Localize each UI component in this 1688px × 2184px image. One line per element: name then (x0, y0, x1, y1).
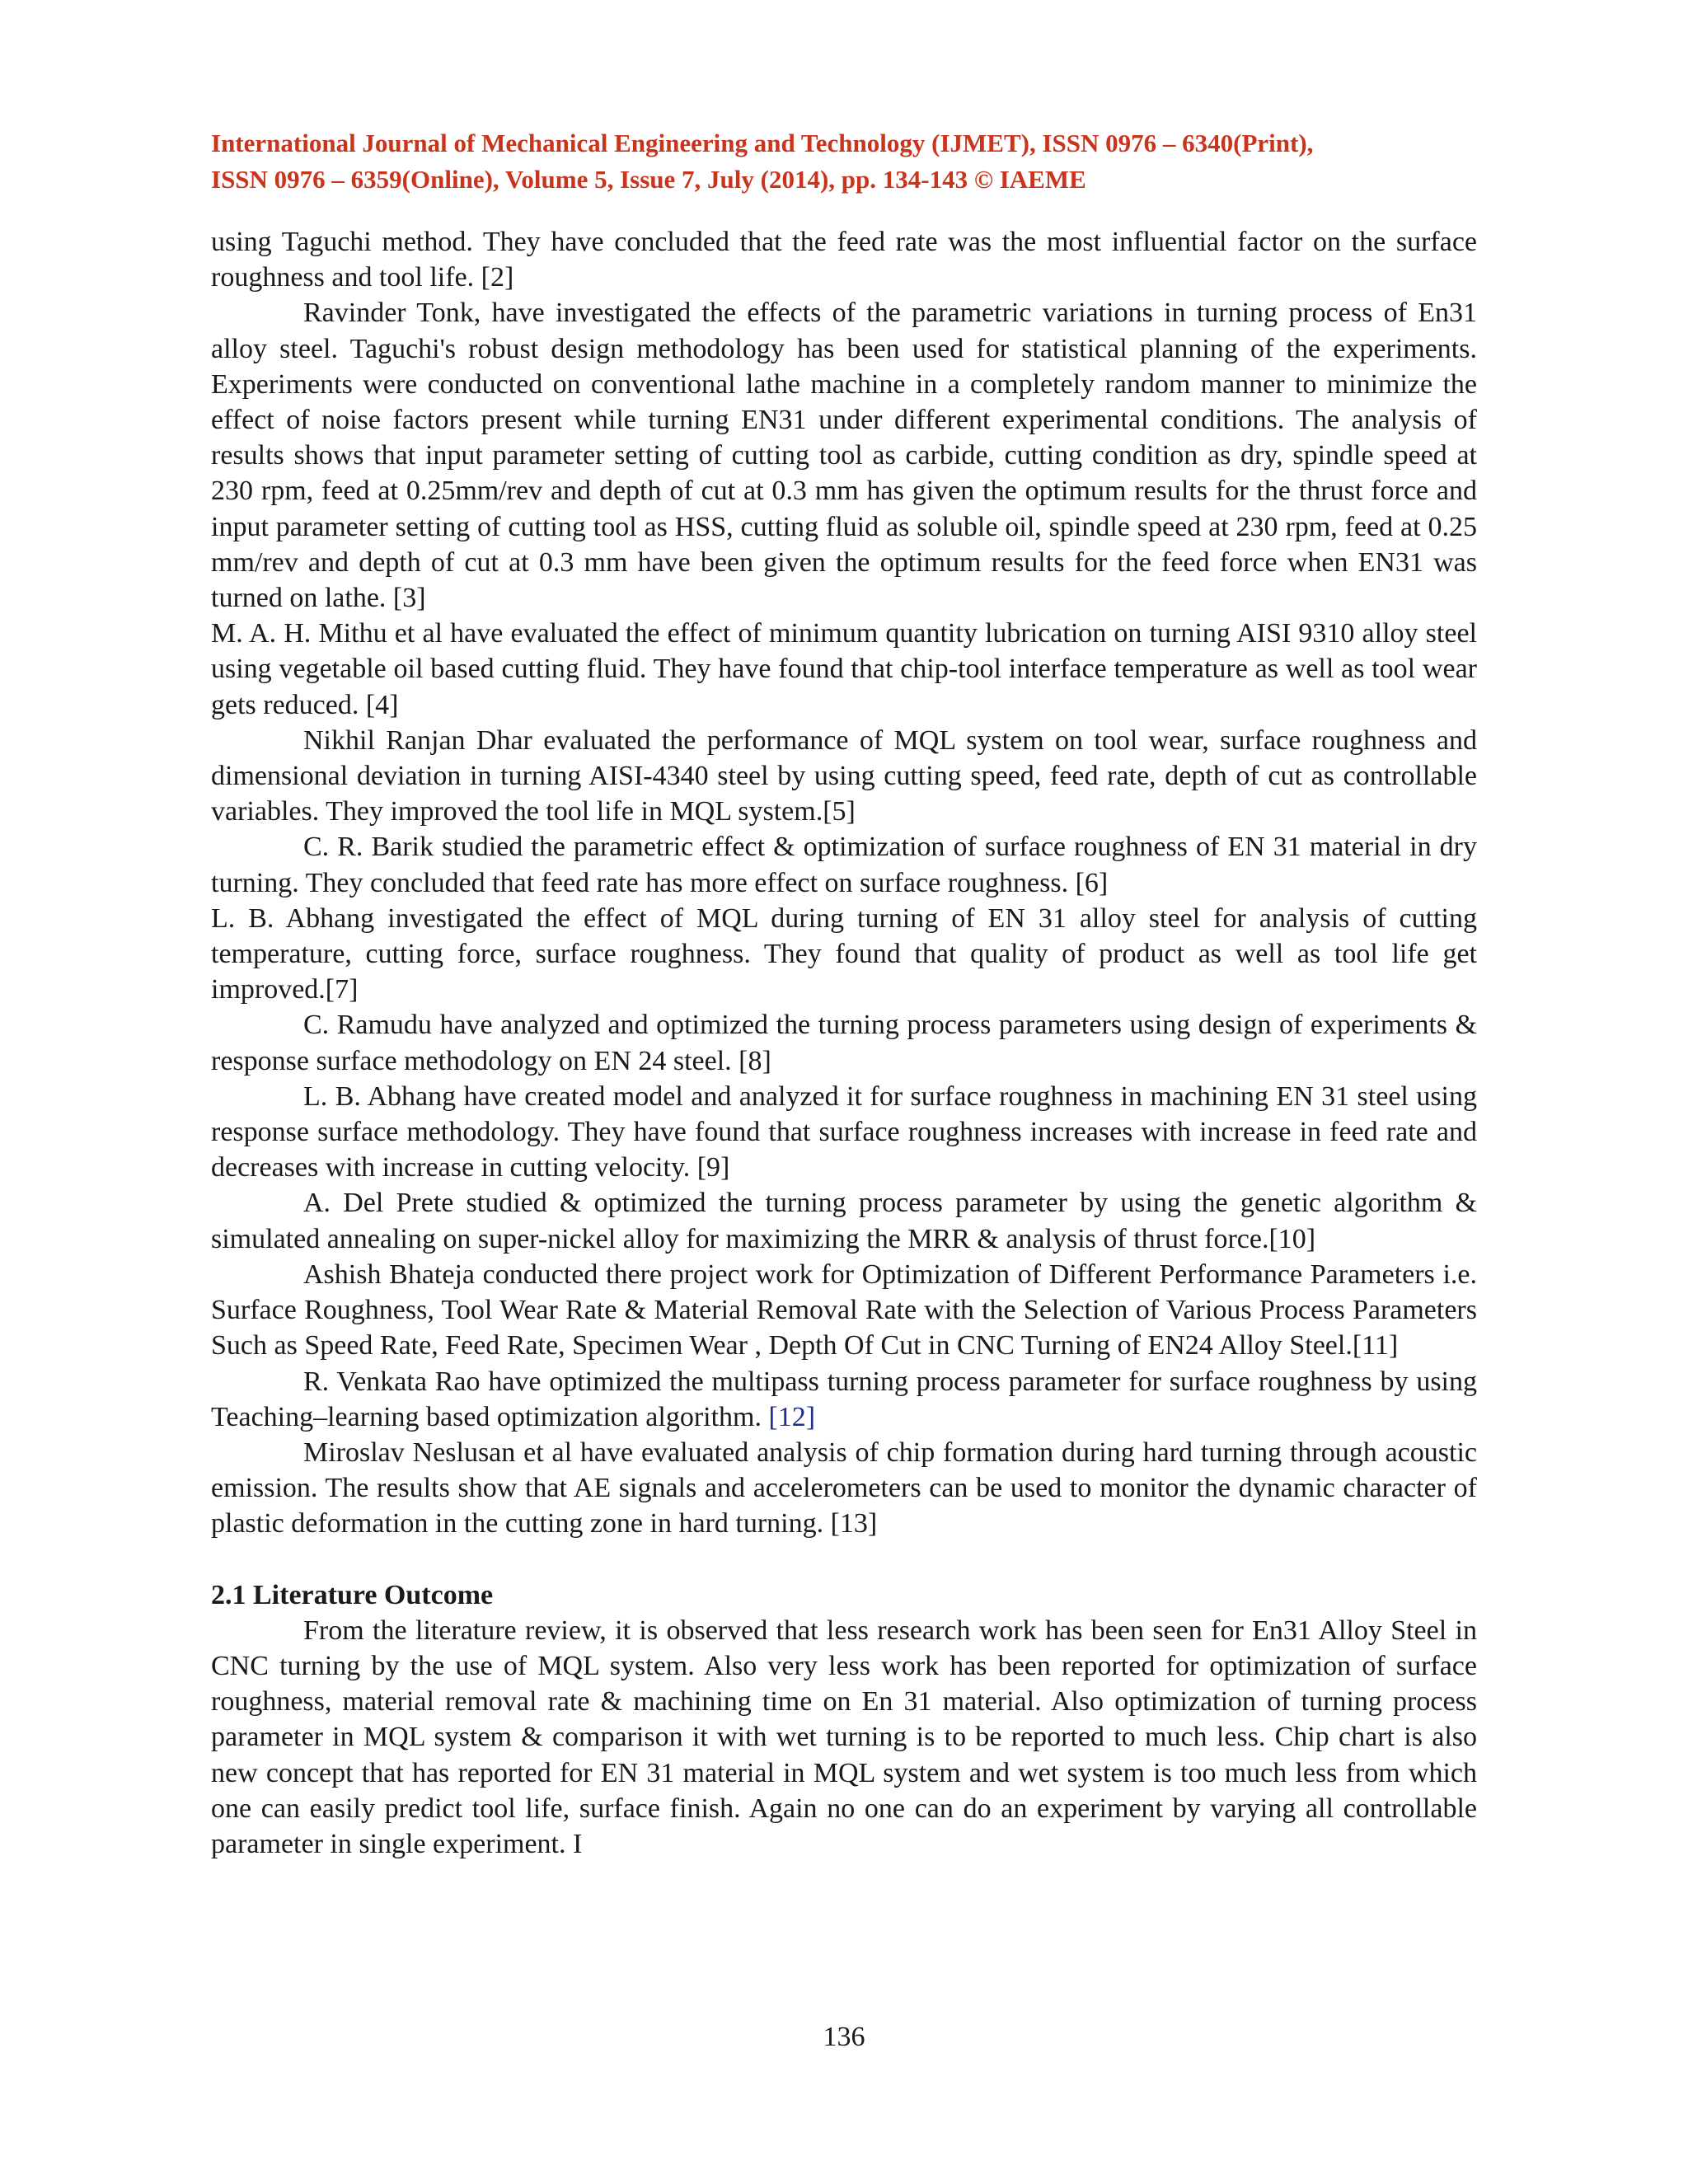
paragraph-barik: C. R. Barik studied the parametric effect & optimization of surface roughness of EN 31 material in dry turning. They concluded that feed rate has more effect on surface roughness. [6] (211, 832, 1477, 898)
section-heading: 2.1 Literature Outcome (211, 1579, 494, 1610)
paragraph-bhateja: Ashish Bhateja conducted there project work for Optimization of Different Performance Parameters i.e. Surface Roughness, Tool Wear Rate & Material Removal Rate with the Selection of Various Process Parameters Such as Speed Rate, Feed Rate, Specimen Wear , Depth Of Cut in CNC Turning of EN24 Alloy Steel.[11] (211, 1258, 1477, 1361)
paragraph-literature-outcome: From the literature review, it is observed that less research work has been seen for En31 Alloy Steel in CNC turning by the use of MQL system. Also very less work has been reported for optimization of surface roughness, material removal rate & machining time on En 31 material. Also optimization of turning process parameter in MQL system & comparison it with wet turning is to be reported to much less. Chip chart is also new concept that has reported for EN 31 material in MQL system and wet system is too much less from which one can easily predict tool life, surface finish. Again no one can do an experiment by varying all controllable parameter in single experiment. I (211, 1615, 1477, 1859)
paragraph-mithu: M. A. H. Mithu et al have evaluated the effect of minimum quantity lubrication on turning AISI 9310 alloy steel using vegetable oil based cutting fluid. They have found that chip-tool interface temperature as well as tool wear gets reduced. [4] (211, 618, 1477, 720)
page-number: 136 (823, 2022, 865, 2052)
paragraph-neslusan: Miroslav Neslusan et al have evaluated analysis of chip formation during hard turning through acoustic emission. The results show that AE signals and accelerometers can be used to monitor the dynamic character of plastic deformation in the cutting zone in hard turning. [13] (211, 1436, 1477, 1540)
paragraph-abhang-mql: L. B. Abhang investigated the effect of MQL during turning of EN 31 alloy steel for analysis of cutting temperature, cutting force, surface roughness. They found that quality of product as well as tool life get improved.[7] (211, 902, 1477, 1005)
paragraph-ramudu: C. Ramudu have analyzed and optimized the turning process parameters using design of experiments & response surface methodology on EN 24 steel. [8] (211, 1010, 1477, 1076)
paragraph-del-prete: A. Del Prete studied & optimized the turning process parameter by using the genetic algorithm & simulated annealing on super-nickel alloy for maximizing the MRR & analysis of thrust force.[10] (211, 1188, 1477, 1254)
paragraph-continuation: using Taguchi method. They have concluded that the feed rate was the most influential factor on the surface roughness and tool life. [2] (211, 227, 1477, 293)
paragraph-venkata-rao (211, 1364, 1477, 1435)
paragraph-dhar: Nikhil Ranjan Dhar evaluated the performance of MQL system on tool wear, surface roughness and dimensional deviation in turning AISI-4340 steel by using cutting speed, feed rate, depth of cut as controllable variables. They improved the tool life in MQL system.[5] (211, 724, 1477, 827)
reference-link-12[interactable]: [12] (768, 1401, 816, 1432)
journal-header-line-2: ISSN 0976 – 6359(Online), Volume 5, Issue 7, July (2014), pp. 134-143 © IAEME (211, 165, 1086, 194)
body-text (211, 224, 1477, 1862)
paragraph-tonk: Ravinder Tonk, have investigated the effects of the parametric variations in turning process of En31 alloy steel. Taguchi's robust design methodology has been used for statistical planning of the experiments. Experiments were conducted on conventional lathe machine in a completely random manner to minimize the effect of noise factors present while turning EN31 under different experimental conditions. The analysis of results shows that input parameter setting of cutting tool as carbide, cutting condition as dry, spindle speed at 230 rpm, feed at 0.25mm/rev and depth of cut at 0.3 mm has given the optimum results for the thrust force and input parameter setting of cutting tool as HSS, cutting fluid as soluble oil, spindle speed at 230 rpm, feed at 0.25 mm/rev and depth of cut at 0.3 mm have been given the optimum results for the feed force when EN31 was turned on lathe. [3] (211, 298, 1477, 614)
journal-header-line-1: International Journal of Mechanical Engineering and Technology (IJMET), ISSN 0976 – 6340(Print), (211, 129, 1314, 157)
journal-header (211, 125, 1477, 198)
paragraph-abhang-rsm: L. B. Abhang have created model and analyzed it for surface roughness in machining EN 31 steel using response surface methodology. They have found that surface roughness increases with increase in feed rate and decreases with increase in cutting velocity. [9] (211, 1080, 1477, 1183)
paragraph-venkata-rao-text: R. Venkata Rao have optimized the multipass turning process parameter for surface roughness by using Teaching–learning based optimization algorithm. (211, 1366, 1477, 1432)
